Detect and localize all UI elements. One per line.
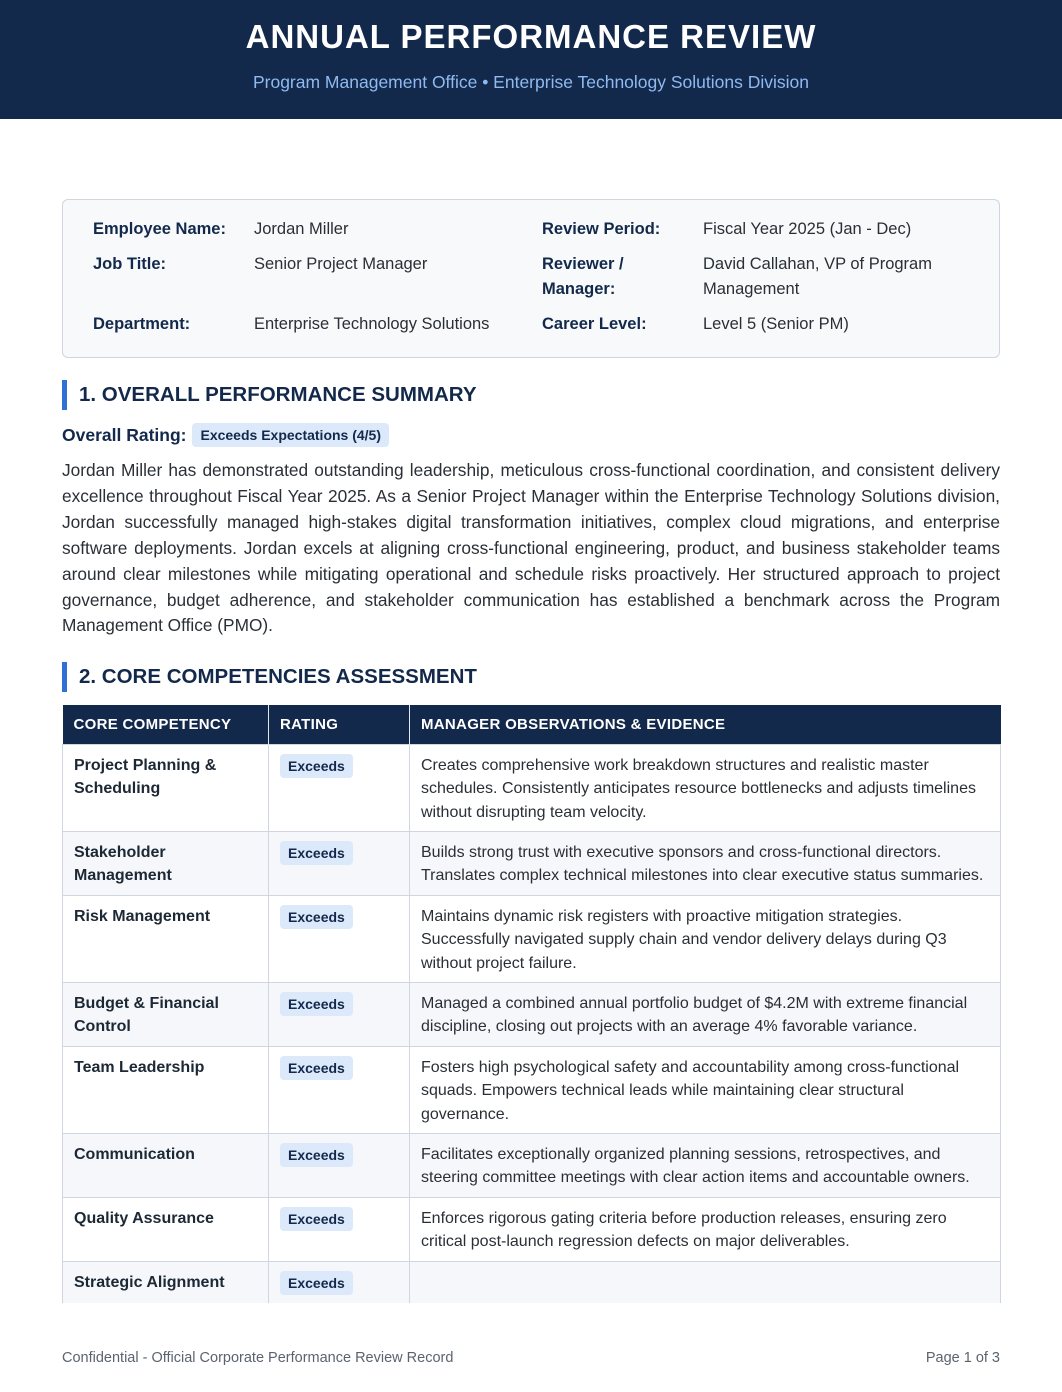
competency-name: Project Planning & Scheduling [63, 744, 269, 831]
observation-text: Maintains dynamic risk registers with proactive mitigation strategies. Successfully navigated supply chain and vendor delivery delays during Q3 without project failure. [410, 895, 1001, 982]
department-value: Enterprise Technology Solutions [254, 315, 490, 333]
footer-confidential: Confidential - Official Corporate Performance Review Record [62, 1350, 454, 1366]
rating-badge: Exceeds [280, 841, 353, 865]
career-level-value: Level 5 (Senior PM) [703, 315, 849, 333]
table-header-row [63, 705, 1001, 744]
rating-badge: Exceeds [280, 1143, 353, 1167]
table-row [63, 982, 1001, 1046]
competency-name: Budget & Financial Control [63, 982, 269, 1046]
competencies-table [62, 705, 1001, 1326]
overall-rating-label: Overall Rating: [62, 424, 187, 445]
competency-name: Quality Assurance [63, 1197, 269, 1261]
rating-badge: Exceeds [280, 1271, 353, 1295]
reviewer-value-line1: David Callahan, VP of Program [703, 255, 932, 273]
observation-text: Managed a combined annual portfolio budget of $4.2M with extreme financial discipline, closing out projects with an average 4% favorable variance. [410, 982, 1001, 1046]
document-subtitle: Program Management Office • Enterprise Technology Solutions Division [252, 72, 810, 92]
column-header-competency: CORE COMPETENCY [63, 705, 269, 744]
observation-text: Enforces rigorous gating criteria before production releases, ensuring zero critical post-launch regression defects on major deliverables. [410, 1197, 1001, 1261]
review-period-label: Review Period: [542, 220, 661, 238]
section1-heading: 1. OVERALL PERFORMANCE SUMMARY [62, 380, 477, 410]
observation-text: Creates comprehensive work breakdown structures and realistic master schedules. Consistently anticipates resource bottlenecks and adjusts timelines without disrupting team velocity. [410, 744, 1001, 831]
reviewer-label-line1: Reviewer / [542, 255, 624, 273]
observation-text: Facilitates exceptionally organized planning sessions, retrospectives, and steering committee meetings with clear action items and accountable owners. [410, 1133, 1001, 1197]
job-title-value: Senior Project Manager [254, 255, 428, 273]
review-period-value: Fiscal Year 2025 (Jan - Dec) [703, 220, 912, 238]
competency-name: Stakeholder Management [63, 831, 269, 895]
employee-name-label: Employee Name: [93, 220, 226, 238]
competency-name: Team Leadership [63, 1046, 269, 1133]
header-banner [0, 0, 1062, 119]
table-row [63, 1133, 1001, 1197]
job-title-label: Job Title: [93, 255, 167, 273]
competency-name: Communication [63, 1133, 269, 1197]
table-row [63, 831, 1001, 895]
column-header-rating: RATING [269, 705, 410, 744]
overall-rating [62, 422, 389, 448]
employee-name-value: Jordan Miller [254, 220, 349, 238]
overall-rating-badge: Exceeds Expectations (4/5) [192, 423, 389, 447]
rating-badge: Exceeds [280, 992, 353, 1016]
table-row [63, 744, 1001, 831]
rating-badge: Exceeds [280, 754, 353, 778]
footer-page-number: Page 1 of 3 [925, 1350, 1000, 1366]
observation-text: Fosters high psychological safety and accountability among cross-functional squads. Empowers technical leads while maintaining clear structural governance. [410, 1046, 1001, 1133]
table-row [63, 895, 1001, 982]
employee-info-box [62, 199, 1000, 358]
rating-badge: Exceeds [280, 1207, 353, 1231]
section2-heading: 2. CORE COMPETENCIES ASSESSMENT [62, 662, 477, 692]
competency-name: Strategic Alignment [63, 1261, 269, 1325]
observation-text: Builds strong trust with executive sponsors and cross-functional directors. Translates complex technical milestones into clear executive status summaries. [410, 831, 1001, 895]
table-row [63, 1046, 1001, 1133]
reviewer-value-line2: Management [703, 280, 800, 298]
document-title: ANNUAL PERFORMANCE REVIEW [245, 18, 817, 55]
career-level-label: Career Level: [542, 315, 647, 333]
rating-badge: Exceeds [280, 905, 353, 929]
table-row [63, 1197, 1001, 1261]
rating-badge: Exceeds [280, 1056, 353, 1080]
competency-name: Risk Management [63, 895, 269, 982]
page-bottom-margin [0, 1303, 1062, 1392]
performance-summary: Jordan Miller has demonstrated outstanding leadership, meticulous cross-functional coordination, and consistent delivery excellence throughout Fiscal Year 2025. As a Senior Project Manager within the Enterprise Technology Solutions division, Jordan successfully managed high-stakes digital transformation initiatives, complex cloud migrations, and enterprise software deployments. Jordan excels at aligning cross-functional engineering, product, and business stakeholder teams around clear milestones while mitigating operational and schedule risks proactively. Her structured approach to project governance, budget adherence, and stakeholder communication has established a benchmark across the Program Management Office (PMO). [62, 460, 1000, 636]
reviewer-label-line2: Manager: [542, 280, 616, 298]
column-header-observations: MANAGER OBSERVATIONS & EVIDENCE [410, 705, 1001, 744]
department-label: Department: [93, 315, 191, 333]
